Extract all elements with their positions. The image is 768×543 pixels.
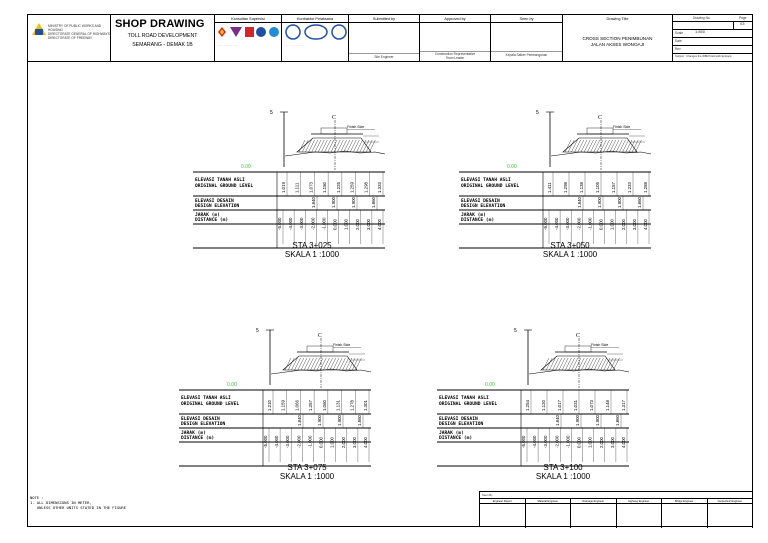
ogl-label-en: ORIGINAL GROUND LEVEL (195, 184, 254, 189)
embankment-hatch (587, 140, 593, 152)
ogl-value: 1.017 (557, 400, 562, 411)
embankment-hatch (603, 140, 609, 152)
embankment-hatch (575, 140, 581, 152)
datum-label: 0.00 (227, 382, 237, 388)
distance-value: -1.000 (307, 435, 313, 448)
centerline-mark: C (332, 115, 337, 121)
section-drawing-2 (151, 310, 381, 485)
embankment-hatch (594, 140, 600, 152)
submitted-header: Submitted by (372, 17, 396, 21)
distance-label-en: DISTANCE (m) (461, 218, 495, 223)
ogl-value: 1.333 (377, 182, 382, 193)
embankment-hatch (304, 358, 310, 370)
ogl-value: 1.150 (322, 182, 328, 193)
project-line-2: SEMARANG - DEMAK 1B (132, 42, 193, 48)
ogl-value: 1.157 (611, 182, 616, 193)
distance-value: -1.000 (321, 217, 327, 230)
section-drawing-3 (409, 310, 639, 485)
embankment-hatch (556, 358, 562, 370)
pavement-box (321, 128, 347, 134)
sta-scale-2: SKALA 1 :1000 (279, 472, 335, 481)
embankment-hatch (352, 358, 358, 370)
ministry-cell (28, 15, 111, 62)
ogl-value: 1.111 (294, 182, 300, 193)
embankment-hatch (559, 358, 565, 370)
datum-label: 0.00 (485, 382, 495, 388)
ogl-value: 1.138 (579, 182, 584, 193)
embankment-hatch (562, 358, 568, 370)
embankment-hatch (312, 140, 318, 152)
distance-value: -3.000 (299, 217, 305, 230)
approval-column (617, 499, 663, 528)
distance-label-en: DISTANCE (m) (195, 218, 229, 223)
approval-column (480, 499, 526, 528)
embankment-hatch (311, 358, 317, 370)
ogl-label-id: ELEVASI TANAH ASLI (195, 178, 245, 183)
distance-value: 0.000 (598, 219, 604, 230)
approval-table (479, 491, 752, 527)
design-label-en: DESIGN ELEVATION (181, 422, 226, 427)
embankment-hatch (591, 358, 597, 370)
pavement-box (565, 346, 591, 352)
approval-header: Seen By (482, 493, 493, 497)
distance-value: 2.000 (620, 219, 626, 230)
submitted-cell (349, 15, 420, 62)
page-value: 03 (740, 21, 745, 26)
design-value: 1.900 (337, 415, 342, 426)
drawing-title-line-1: CROSS SECTION PENIMBUNAN (582, 36, 653, 41)
ogl-value: 1.073 (589, 400, 594, 411)
distance-value: -5.000 (521, 435, 526, 448)
ogl-value: 1.066 (294, 400, 300, 411)
distance-value: 3.000 (365, 219, 371, 230)
embankment-hatch (619, 140, 625, 152)
pavement-box (307, 346, 333, 352)
distance-value: 1.000 (587, 437, 593, 448)
distance-value: -1.000 (587, 217, 593, 230)
seen-role: Kepala Satker Pembangunan (505, 53, 548, 57)
ministry-logo-icon (32, 23, 46, 35)
design-label-id: ELEVASI DESAIN (439, 417, 478, 422)
embankment-hatch (597, 140, 603, 152)
design-label-id: ELEVASI DESAIN (195, 199, 234, 204)
supervisor-cell: Konsultan Supervisi . . . . . . . . . . . . (215, 15, 282, 62)
design-value: 1.900 (351, 197, 356, 208)
embankment-hatch (315, 140, 321, 152)
sta-label-2 (247, 463, 367, 481)
ogl-label-id: ELEVASI TANAH ASLI (181, 396, 231, 401)
embankment-hatch (321, 140, 327, 152)
distance-value: 3.000 (631, 219, 637, 230)
distance-label-id: JARAK (m) (461, 213, 486, 218)
embankment-hatch (347, 140, 353, 152)
embankment-hatch (314, 358, 320, 370)
ogl-value: 1.105 (595, 182, 600, 193)
ogl-label-id: ELEVASI TANAH ASLI (439, 396, 489, 401)
embankment-hatch (616, 140, 622, 152)
design-label-en: DESIGN ELEVATION (461, 204, 506, 209)
ogl-value: 1.233 (627, 182, 632, 193)
embankment-hatch (553, 358, 559, 370)
ogl-label-en: ORIGINAL GROUND LEVEL (181, 402, 240, 407)
embankment-hatch (610, 140, 616, 152)
contractor-cell: Kontraktor Pelaksana . . . . . . . . . . . . (282, 15, 349, 62)
level-mark: 5 (270, 110, 273, 116)
embankment-hatch (584, 140, 590, 152)
ogl-value: 1.148 (605, 400, 610, 411)
embankment-hatch (607, 140, 613, 152)
centerline-mark: C (598, 115, 603, 121)
scale-label: Scale (675, 31, 683, 35)
project-cell (111, 15, 215, 62)
distance-value: -2.000 (296, 435, 302, 448)
distance-value: 1.000 (609, 219, 615, 230)
section-panel-3 (409, 310, 639, 485)
embankment-hatch (333, 358, 339, 370)
ogl-value: 1.131 (335, 400, 341, 411)
sta-title-2: STA 3+075 (287, 463, 327, 472)
finish-side-label: Finish Side (591, 343, 609, 347)
design-label-en: DESIGN ELEVATION (195, 204, 240, 209)
section-panel-2 (151, 310, 381, 485)
ogl-value: 1.298 (563, 182, 568, 193)
notes-header: NOTE : (30, 495, 44, 500)
centerline-mark: C (318, 333, 323, 339)
approval-column-label: Material Engineer (526, 499, 571, 504)
approval-column-label: Engineer Report (480, 499, 525, 504)
embankment-hatch (353, 140, 359, 152)
sta-title-0: STA 3+025 (292, 241, 332, 250)
approval-column-label: Bridge Engineer (662, 499, 707, 504)
embankment-hatch (594, 358, 600, 370)
ogl-value: 1.019 (281, 182, 286, 193)
design-value: 1.840 (311, 197, 316, 208)
design-value: 1.840 (297, 415, 302, 426)
distance-value: -1.000 (565, 435, 571, 448)
distance-value: -5.000 (263, 435, 268, 448)
distance-value: -5.000 (277, 217, 282, 230)
embankment-hatch (591, 140, 597, 152)
design-value: 1.900 (617, 197, 622, 208)
distance-value: -3.000 (285, 435, 291, 448)
sta-label-1 (510, 241, 630, 259)
design-value: 1.900 (595, 415, 600, 426)
distance-value: 1.000 (343, 219, 349, 230)
embankment-hatch (327, 358, 333, 370)
distance-value: 3.000 (609, 437, 615, 448)
embankment-hatch (585, 358, 591, 370)
embankment-hatch (339, 358, 345, 370)
centerline-mark: C (576, 333, 581, 339)
sta-label-3 (503, 463, 623, 481)
distance-value: -3.000 (565, 217, 571, 230)
approved-cell (420, 15, 491, 62)
approval-column (662, 499, 708, 528)
ogl-value: 1.254 (525, 400, 530, 411)
embankment-hatch (369, 140, 375, 152)
design-value: 1.860 (371, 197, 376, 208)
approved-role-2: Team Leader (445, 56, 465, 60)
distance-value: 1.000 (329, 437, 335, 448)
embankment-hatch (355, 358, 361, 370)
design-value: 1.840 (555, 415, 560, 426)
embankment-hatch (610, 358, 616, 370)
distance-value: -4.000 (288, 217, 294, 230)
embankment-hatch (597, 358, 603, 370)
approval-column-label: Highway Engineer (617, 499, 662, 504)
distance-value: -3.000 (543, 435, 549, 448)
distance-value: -5.000 (543, 217, 548, 230)
embankment-hatch (588, 358, 594, 370)
embankment-hatch (344, 140, 350, 152)
embankment-hatch (330, 358, 336, 370)
embankment-hatch (613, 358, 619, 370)
notes-line-2: UNLESS OTHER UNITS STATED IN THE FIGURE (30, 505, 127, 510)
approved-role: Construction Representative (434, 52, 476, 56)
embankment-hatch (360, 140, 366, 152)
embankment-hatch (318, 140, 324, 152)
ogl-value: 1.288 (643, 182, 648, 193)
distance-value: 4.000 (621, 437, 626, 448)
ogl-value: 1.298 (363, 182, 369, 193)
date-label: Date (675, 39, 682, 43)
supervisor-logos-icon (216, 25, 282, 39)
embankment-hatch (569, 358, 575, 370)
finish-side-label: Finish Side (613, 125, 631, 129)
ministry-line-2: DIRECTORATE GENERAL OF HIGHWAYS (48, 32, 110, 36)
sta-scale-3: SKALA 1 :1000 (535, 472, 591, 481)
distance-value: 2.000 (598, 437, 604, 448)
distance-value: -2.000 (554, 435, 560, 448)
design-label-en: DESIGN ELEVATION (439, 422, 484, 427)
embankment-hatch (302, 140, 308, 152)
embankment-hatch (323, 358, 329, 370)
distance-value: -4.000 (274, 435, 280, 448)
drawing-sheet (27, 14, 753, 527)
ogl-value: 1.259 (349, 182, 355, 193)
ogl-value: 1.073 (308, 182, 314, 193)
scale-value: 1:850 (695, 29, 706, 34)
sta-scale-0: SKALA 1 :1000 (284, 250, 340, 259)
design-value: 1.900 (317, 415, 322, 426)
level-mark: 5 (536, 110, 539, 116)
embankment-hatch (328, 140, 334, 152)
embankment-hatch (295, 358, 301, 370)
distance-label-id: JARAK (m) (195, 213, 220, 218)
approval-column (571, 499, 617, 528)
embankment-hatch (613, 140, 619, 152)
seen-cell (491, 15, 563, 62)
distance-label-id: JARAK (m) (439, 431, 464, 436)
design-label-id: ELEVASI DESAIN (461, 199, 500, 204)
embankment-hatch (568, 140, 574, 152)
embankment-hatch (301, 358, 307, 370)
distance-value: 4.000 (363, 437, 368, 448)
design-value: 1.900 (331, 197, 336, 208)
embankment-hatch (336, 358, 342, 370)
datum-label: 0.00 (241, 164, 251, 170)
ogl-value: 1.301 (363, 400, 368, 411)
embankment-hatch (343, 358, 349, 370)
embankment-hatch (309, 140, 315, 152)
distance-value: 3.000 (351, 437, 357, 448)
embankment-hatch (572, 358, 578, 370)
ogl-label-en: ORIGINAL GROUND LEVEL (461, 184, 520, 189)
distance-value: 2.000 (354, 219, 360, 230)
approval-column (708, 499, 754, 528)
rev-label: Rev (675, 47, 681, 51)
page-header: Page (739, 16, 747, 20)
design-value: 1.860 (357, 415, 362, 426)
drawing-title-line-2: JALAN AKSES WONOAJI (590, 42, 645, 47)
sta-scale-1: SKALA 1 :1000 (542, 250, 598, 259)
distance-value: -2.000 (576, 217, 582, 230)
finish-side-label: Finish Side (333, 343, 351, 347)
distance-label-id: JARAK (m) (181, 431, 206, 436)
ogl-label-id: ELEVASI TANAH ASLI (461, 178, 511, 183)
embankment-hatch (317, 358, 323, 370)
embankment-hatch (346, 358, 352, 370)
drawing-title-cell (563, 15, 673, 62)
distance-value: 4.000 (643, 219, 648, 230)
embankment-hatch (366, 140, 372, 152)
ogl-value: 1.060 (321, 400, 327, 411)
embankment-hatch (581, 358, 587, 370)
embankment-hatch (288, 358, 294, 370)
ogl-value: 1.120 (541, 400, 546, 411)
distance-value: 4.000 (377, 219, 382, 230)
embankment-hatch (350, 140, 356, 152)
embankment-hatch (578, 140, 584, 152)
embankment-hatch (581, 140, 587, 152)
ministry-line-1: MINISTRY OF PUBLIC WORKS AND HOUSING (48, 24, 102, 32)
seen-header: Seen by (519, 17, 534, 21)
ogl-value: 1.278 (349, 400, 355, 411)
embankment-hatch (357, 140, 363, 152)
pavement-box (587, 128, 613, 134)
sta-title-1: STA 3+050 (550, 241, 590, 250)
distance-label-en: DISTANCE (m) (439, 436, 473, 441)
embankment-hatch (623, 140, 629, 152)
embankment-hatch (626, 140, 632, 152)
submitted-role: Site Engineer (374, 55, 394, 59)
project-line-1: TOLL ROAD DEVELOPMENT (127, 33, 198, 39)
embankment-hatch (632, 140, 638, 152)
ogl-label-en: ORIGINAL GROUND LEVEL (439, 402, 498, 407)
distance-value: -4.000 (532, 435, 538, 448)
design-label-id: ELEVASI DESAIN (181, 417, 220, 422)
distance-value: 2.000 (340, 437, 346, 448)
ogl-value: 1.159 (280, 400, 286, 411)
drawing-title-header: Drawing Title (606, 17, 629, 21)
embankment-hatch (575, 358, 581, 370)
approval-column-label: Drainage Engineer (571, 499, 616, 504)
subject-label: Subject : Changes the WBM Field with Embank (675, 55, 732, 58)
approved-header: Approved by (444, 17, 466, 21)
embankment-hatch (565, 358, 571, 370)
ogl-value: 1.317 (621, 400, 626, 411)
drawing-type: SHOP DRAWING (115, 18, 205, 30)
design-value: 1.840 (577, 197, 582, 208)
level-mark: 5 (256, 328, 259, 334)
distance-value: 0.000 (332, 219, 338, 230)
notes (30, 495, 126, 510)
embankment-hatch (331, 140, 337, 152)
supervisor-header: Konsultan Supervisi (231, 17, 265, 21)
distance-value: -2.000 (310, 217, 316, 230)
design-value: 1.900 (575, 415, 580, 426)
datum-label: 0.00 (507, 164, 517, 170)
embankment-hatch (546, 358, 552, 370)
ogl-value: 1.257 (308, 400, 314, 411)
embankment-hatch (337, 140, 343, 152)
distance-label-en: DISTANCE (m) (181, 436, 215, 441)
embankment-hatch (298, 358, 304, 370)
approval-column (526, 499, 572, 528)
ogl-value: 1.225 (335, 182, 341, 193)
embankment-hatch (325, 140, 331, 152)
title-block (28, 15, 752, 62)
design-value: 1.900 (597, 197, 602, 208)
embankment-hatch (601, 358, 607, 370)
level-mark: 5 (514, 328, 517, 334)
distance-value: 0.000 (318, 437, 324, 448)
contractor-logos-icon (283, 24, 349, 40)
sta-label-0 (252, 241, 372, 259)
ogl-value: 1.210 (267, 400, 272, 411)
ogl-value: 1.411 (547, 182, 552, 193)
ministry-line-3: DIRECTORATE OF FREEWAY (48, 36, 93, 40)
embankment-hatch (635, 140, 641, 152)
embankment-hatch (341, 140, 347, 152)
embankment-hatch (604, 358, 610, 370)
embankment-hatch (307, 358, 313, 370)
finish-side-label: Finish Side (347, 125, 365, 129)
distance-value: -4.000 (554, 217, 560, 230)
distance-value: 0.000 (576, 437, 582, 448)
ogl-value: 1.031 (573, 400, 578, 411)
drawing-no-header: Drawing No. (693, 16, 711, 20)
drawing-no-cell (673, 15, 752, 62)
design-value: 1.860 (615, 415, 620, 426)
sta-title-3: STA 3+100 (543, 463, 583, 472)
design-value: 1.860 (637, 197, 642, 208)
contractor-header: Kontraktor Pelaksana (296, 17, 334, 21)
notes-line-1: 1. ALL DIMENSIONS IN METER, (30, 500, 92, 505)
approval-column-label: Geotechnic Engineer (708, 499, 753, 504)
